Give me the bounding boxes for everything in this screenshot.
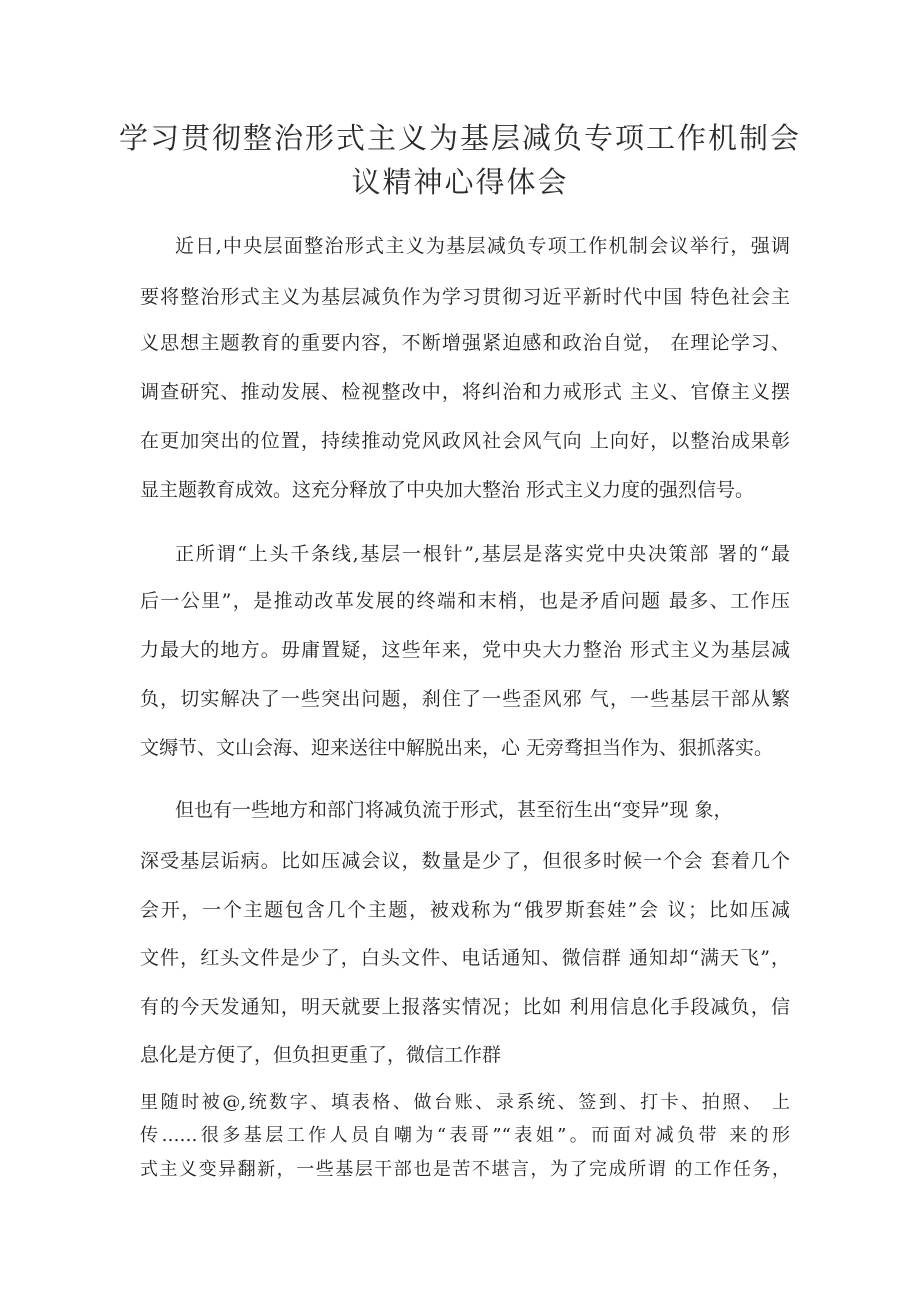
paragraph-line: 近日,中央层面整治形式主义为基层减负专项工作机制会议举行，强调 [175, 235, 790, 257]
paragraph-line: 力最大的地方。毋庸置疑，这些年来，党中央大力整治 形式主义为基层减 [140, 639, 790, 661]
paragraph-line: 显主题教育成效。这充分释放了中央加大整治 形式主义力度的强烈信号。 [140, 479, 755, 501]
paragraph-line: 里随时被@,统数字、填表格、做台账、录系统、签到、打卡、拍照、 上 [140, 1092, 790, 1113]
paragraph-line: 正所谓“上头千条线,基层一根针”,基层是落实党中央决策部 署的“最 [175, 543, 790, 565]
paragraph-line: 传……很多基层工作人员自嘲为“表哥”“表姐”。而面对减负带 来的形 [140, 1125, 790, 1146]
paragraph-line: 义思想主题教育的重要内容，不断增强紧迫感和政治自觉， 在理论学习、 [140, 332, 790, 354]
paragraph-line: 文缛节、文山会海、迎来送往中解脱出来，心 无旁骛担当作为、狠抓落实。 [140, 737, 774, 759]
document-title-line-2: 议精神心得体会 [351, 165, 569, 199]
paragraph-line: 负，切实解决了一些突出问题，刹住了一些歪风邪 气，一些基层干部从繁 [140, 688, 790, 710]
document-title-line-1: 学习贯彻整治形式主义为基层减负专项工作机制会 [118, 121, 801, 155]
paragraph-line: 但也有一些地方和部门将减负流于形式，甚至衍生出“变异”现 象， [175, 799, 733, 821]
paragraph-line: 文件，红头文件是少了，白头文件、电话通知、微信群 通知却“满天飞”， [140, 947, 790, 969]
paragraph-line: 调查研究、推动发展、检视整改中，将纠治和力戒形式 主义、官僚主义摆 [140, 381, 790, 403]
paragraph-line: 后一公里”，是推动改革发展的终端和末梢，也是矛盾问题 最多、工作压 [140, 590, 790, 612]
paragraph-line: 会开，一个主题包含几个主题，被戏称为“俄罗斯套娃”会 议；比如压减 [140, 899, 790, 921]
paragraph-line: 式主义变异翻新，一些基层干部也是苦不堪言，为了完成所谓 的工作任务， [140, 1159, 790, 1180]
paragraph-line: 要将整治形式主义为基层减负作为学习贯彻习近平新时代中国 特色社会主 [140, 286, 790, 308]
paragraph-line: 深受基层诟病。比如压减会议，数量是少了，但很多时候一个会 套着几个 [140, 850, 790, 872]
paragraph-line: 在更加突出的位置，持续推动党风政风社会风气向 上向好，以整治成果彰 [140, 430, 790, 452]
paragraph-line: 息化是方便了，但负担更重了，微信工作群 [140, 1044, 502, 1066]
paragraph-line: 有的今天发通知，明天就要上报落实情况；比如 利用信息化手段减负，信 [140, 996, 790, 1018]
